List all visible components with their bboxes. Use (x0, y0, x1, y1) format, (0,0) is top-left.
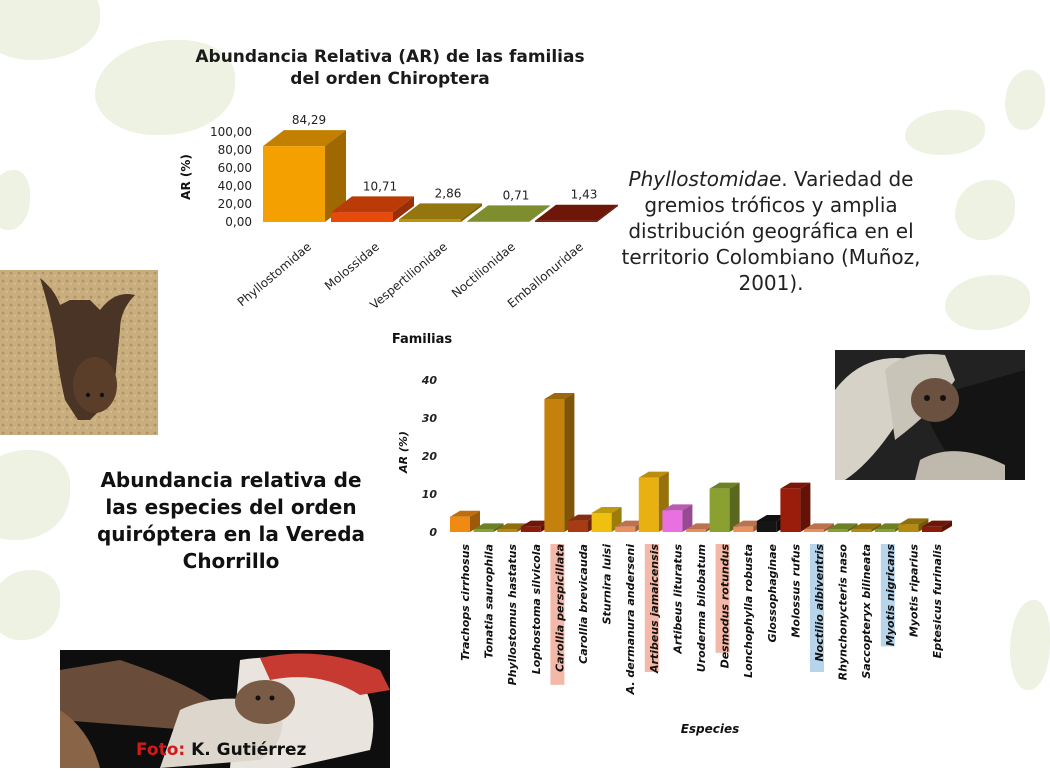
species-category-label: Lophostoma silvicola (529, 544, 543, 675)
family-value-label: 2,86 (434, 186, 462, 201)
y-axis-label: AR (%) (179, 154, 193, 200)
background-leaf (0, 450, 70, 540)
species-category-label: Tonatia saurophila (482, 544, 496, 659)
photo-credit-name: K. Gutiérrez (185, 740, 307, 760)
species-bar (780, 483, 810, 532)
species-category-label: Trachops cirrhosus (459, 544, 472, 661)
species-category-label: Desmodus rotundus (718, 544, 732, 669)
family-bar-front (467, 221, 529, 222)
species-category-label: Phyllostomus hastatus (506, 544, 520, 686)
species-bar-front (828, 529, 848, 532)
background-leaf (955, 180, 1015, 240)
y-tick-label: 80,00 (217, 143, 252, 157)
species-bar-front (780, 489, 800, 532)
species-bar-front (521, 527, 541, 532)
species-category-label: Eptesicus furinalis (931, 544, 944, 659)
species-bar (710, 483, 740, 532)
species-bar-front (615, 527, 635, 532)
y-tick-label: 60,00 (217, 161, 252, 175)
y-tick-label: 30 (421, 412, 437, 425)
species-bar-side (564, 393, 574, 532)
species-bar-front (662, 510, 682, 532)
family-category-label: Molossidae (321, 239, 382, 294)
species-category-label: Myotis nigricans (883, 544, 897, 647)
families-bar-chart (170, 108, 598, 353)
background-leaf (1005, 70, 1045, 130)
species-category-label: Artibeus lituratus (671, 544, 685, 654)
species-bar-front (686, 529, 706, 532)
species-category-label: Sturnira luisi (600, 544, 614, 625)
species-bar-front (710, 489, 730, 532)
caption-text: . Variedad de gremios tróficos y amplia distribución geográfica en el territorio Colombiano (Muñoz, 2001). (621, 167, 921, 295)
phyllostomidae-caption (606, 166, 936, 296)
y-tick-label: 0 (429, 526, 437, 539)
species-bar-front (450, 517, 470, 532)
family-bar-front (331, 212, 393, 222)
family-value-label: 84,29 (291, 113, 327, 128)
family-bar-front (263, 146, 325, 222)
bat-hanging-photo (0, 270, 158, 435)
family-category-label: Emballonuridae (504, 239, 586, 311)
species-bar-front (544, 399, 564, 532)
background-leaf (0, 570, 60, 640)
y-tick-label: 40,00 (217, 179, 252, 193)
species-category-label: Noctilio albiventris (813, 544, 826, 662)
photo-credit (136, 740, 306, 760)
species-bar-front (922, 527, 942, 532)
species-bar-side (800, 483, 810, 532)
family-bar-front (399, 219, 461, 222)
background-leaf (945, 275, 1030, 330)
caption-family-name: Phyllostomidae (628, 167, 782, 191)
species-category-label: Carollia perspicillata (553, 544, 567, 672)
x-axis-label: Especies (680, 722, 740, 736)
background-leaf (0, 0, 100, 60)
species-chart-title: Abundancia relativa de las especies del orden quiróptera en la Vereda Chorrillo (96, 468, 366, 573)
species-bar-front (568, 521, 588, 532)
species-category-label: Carollia brevicauda (577, 544, 590, 664)
family-category-label: Phyllostomidae (234, 239, 314, 310)
y-tick-label: 100,00 (210, 125, 252, 139)
species-category-label: Molossus rufus (789, 544, 803, 638)
y-tick-label: 20,00 (217, 197, 252, 211)
y-tick-label: 0,00 (225, 215, 252, 229)
family-value-label: 10,71 (362, 179, 398, 194)
family-category-label: Vespertilionidae (367, 239, 450, 313)
y-tick-label: 10 (421, 488, 437, 501)
species-bar-front (804, 529, 824, 532)
background-leaf (1010, 600, 1050, 690)
species-category-label: Rhynchonycteris naso (836, 544, 850, 681)
bat-in-glove-photo (835, 350, 1025, 480)
species-bar-front (733, 527, 753, 532)
family-value-label: 1,43 (570, 187, 598, 202)
background-leaf (0, 170, 30, 230)
background-leaf (905, 110, 985, 155)
families-chart-title: Abundancia Relativa (AR) de las familias del orden Chiroptera (195, 47, 585, 89)
y-tick-label: 20 (421, 450, 437, 463)
species-bar-front (639, 478, 659, 532)
photo-credit-label: Foto: (136, 740, 186, 760)
species-bar (544, 393, 574, 532)
species-bar-front (875, 529, 895, 532)
family-category-label: Noctilionidae (448, 239, 518, 301)
x-axis-label: Familias (391, 332, 453, 347)
family-bar-front (535, 221, 597, 222)
species-bar-front (592, 513, 612, 532)
species-bar (662, 504, 692, 532)
species-category-label: Artibeus jamaicensis (647, 544, 661, 674)
species-category-label: A. dermanura anderseni (624, 544, 638, 695)
species-bar-front (474, 529, 494, 532)
family-value-label: 0,71 (502, 188, 530, 203)
family-bar (263, 130, 346, 222)
species-category-label: Saccopteryx bilineata (860, 544, 874, 679)
species-bar-front (851, 529, 871, 532)
bat-in-glove-icon (835, 350, 1025, 480)
y-tick-label: 40 (421, 374, 437, 387)
species-bar-front (757, 521, 777, 532)
species-category-label: Myotis riparius (907, 544, 921, 638)
y-axis-label: AR (%) (397, 431, 410, 473)
species-category-label: Glossophaginae (765, 544, 779, 643)
species-bar-front (497, 529, 517, 532)
species-bar-front (898, 524, 918, 532)
bat-hanging-icon (0, 270, 158, 435)
species-category-label: Uroderma bilobatum (695, 544, 708, 673)
species-category-label: Lonchophylla robusta (742, 544, 756, 678)
